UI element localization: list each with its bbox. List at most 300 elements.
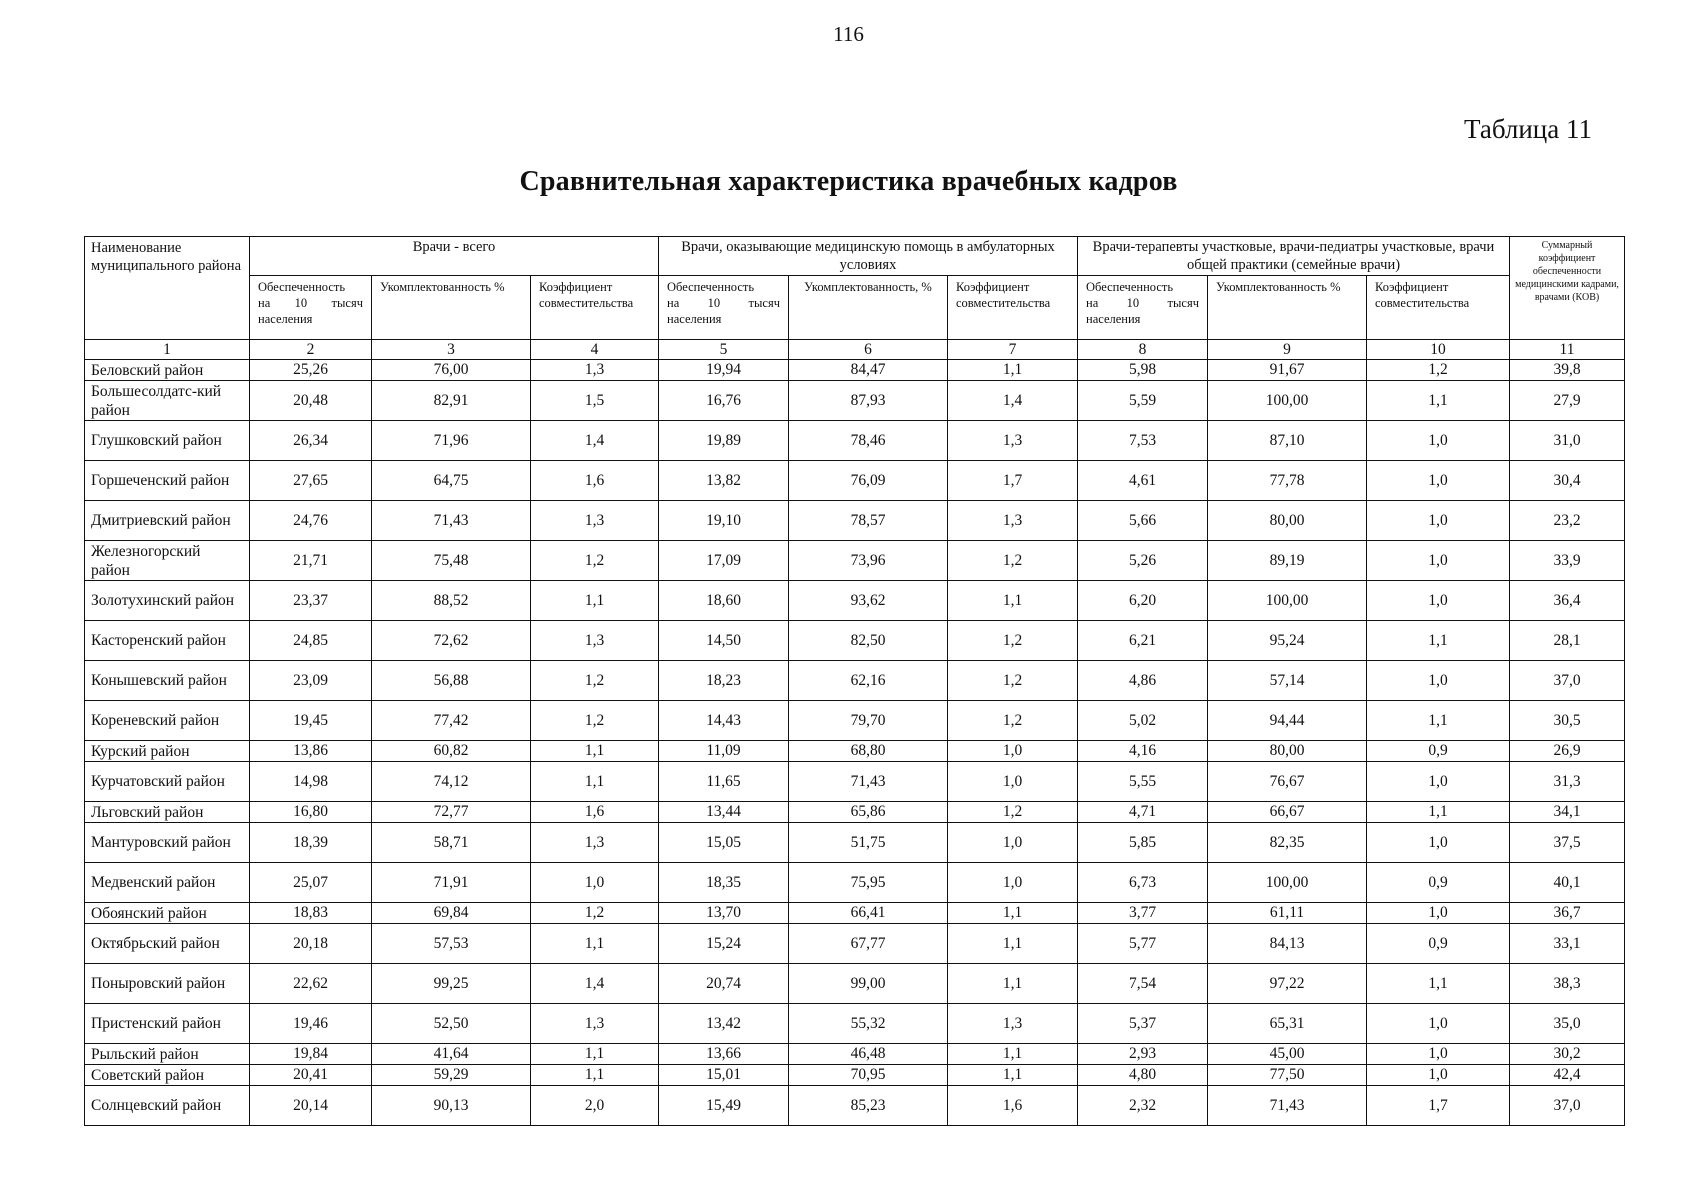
table-cell: 30,2 [1510,1044,1625,1065]
district-name: Октябрьский район [85,924,250,964]
table-cell: 65,31 [1208,1004,1367,1044]
table-cell: 19,89 [659,421,789,461]
table-cell: 23,37 [250,581,372,621]
table-cell: 1,0 [1367,823,1510,863]
table-cell: 3,77 [1078,903,1208,924]
table-cell: 100,00 [1208,581,1367,621]
table-cell: 21,71 [250,541,372,581]
table-cell: 1,2 [948,802,1078,823]
table-cell: 75,48 [372,541,531,581]
table-cell: 1,0 [1367,661,1510,701]
table-cell: 5,59 [1078,381,1208,421]
table-cell: 11,09 [659,741,789,762]
table-row [85,1004,1625,1044]
subheader-staffing: Укомплектованность % [372,276,531,340]
table-cell: 55,32 [789,1004,948,1044]
table-cell: 1,2 [531,661,659,701]
column-number: 7 [948,340,1078,360]
header-column-numbers-row [85,340,1625,360]
header-group-district-doctors: Врачи-терапевты участковые, врачи-педиатры участковые, врачи общей практики (семейные врачи) [1078,237,1510,276]
table-cell: 1,0 [1367,762,1510,802]
table-cell: 1,0 [1367,1004,1510,1044]
table-cell: 1,7 [948,461,1078,501]
district-name: Железногорский район [85,541,250,581]
table-cell: 20,18 [250,924,372,964]
table-cell: 1,1 [1367,381,1510,421]
subheader-provision-line: населения [258,312,313,326]
table-cell: 0,9 [1367,863,1510,903]
table-cell: 14,43 [659,701,789,741]
table-cell: 20,41 [250,1065,372,1086]
district-name: Курчатовский район [85,762,250,802]
table-cell: 75,95 [789,863,948,903]
table-cell: 18,39 [250,823,372,863]
table-cell: 37,0 [1510,661,1625,701]
table-cell: 1,6 [531,802,659,823]
table-cell: 5,77 [1078,924,1208,964]
table-cell: 1,1 [1367,621,1510,661]
table-cell: 17,09 [659,541,789,581]
district-name: Пристенский район [85,1004,250,1044]
table-cell: 13,44 [659,802,789,823]
table-cell: 13,66 [659,1044,789,1065]
column-number: 2 [250,340,372,360]
table-cell: 4,86 [1078,661,1208,701]
table-cell: 1,0 [948,762,1078,802]
table-cell: 39,8 [1510,360,1625,381]
table-cell: 1,1 [531,581,659,621]
table-cell: 20,74 [659,964,789,1004]
table-cell: 18,60 [659,581,789,621]
table-cell: 1,1 [1367,964,1510,1004]
table-cell: 94,44 [1208,701,1367,741]
table-cell: 56,88 [372,661,531,701]
table-cell: 1,2 [948,621,1078,661]
table-cell: 4,71 [1078,802,1208,823]
column-number: 11 [1510,340,1625,360]
table-cell: 6,20 [1078,581,1208,621]
subheader-provision [659,276,789,340]
table-body [85,237,1625,1126]
subheader-coefficient: Коэффициент совместительства [948,276,1078,340]
table-row [85,701,1625,741]
table-cell: 42,4 [1510,1065,1625,1086]
table-cell: 5,37 [1078,1004,1208,1044]
table-cell: 1,2 [531,903,659,924]
table-cell: 67,77 [789,924,948,964]
district-name: Глушковский район [85,421,250,461]
table-cell: 35,0 [1510,1004,1625,1044]
subheader-provision-line: Обеспеченность [1086,280,1174,294]
subheader-provision-line: Обеспеченность [258,280,346,294]
table-row [85,381,1625,421]
table-cell: 1,4 [531,964,659,1004]
table-cell: 36,4 [1510,581,1625,621]
table-cell: 5,66 [1078,501,1208,541]
table-cell: 2,93 [1078,1044,1208,1065]
table-cell: 87,93 [789,381,948,421]
table-cell: 1,2 [531,701,659,741]
table-cell: 37,5 [1510,823,1625,863]
table-cell: 0,9 [1367,741,1510,762]
table-cell: 24,85 [250,621,372,661]
subheader-staffing: Укомплектованность, % [789,276,948,340]
table-cell: 16,76 [659,381,789,421]
table-row [85,661,1625,701]
table-cell: 2,0 [531,1086,659,1126]
table-cell: 31,0 [1510,421,1625,461]
table-cell: 1,1 [948,903,1078,924]
table-cell: 1,1 [1367,802,1510,823]
table-row [85,802,1625,823]
table-cell: 76,00 [372,360,531,381]
table-cell: 13,70 [659,903,789,924]
subheader-provision-line: на 10 тысяч [667,296,780,310]
table-cell: 79,70 [789,701,948,741]
table-cell: 91,67 [1208,360,1367,381]
table-cell: 20,48 [250,381,372,421]
subheader-provision [250,276,372,340]
district-name: Золотухинский район [85,581,250,621]
table-cell: 1,0 [948,741,1078,762]
table-cell: 30,5 [1510,701,1625,741]
table-cell: 69,84 [372,903,531,924]
table-cell: 18,23 [659,661,789,701]
subheader-staffing: Укомплектованность % [1208,276,1367,340]
header-total-coefficient: Суммарный коэффициент обеспеченности медицинскими кадрами, врачами (КОВ) [1510,237,1625,340]
table-cell: 71,96 [372,421,531,461]
table-cell: 87,10 [1208,421,1367,461]
table-cell: 52,50 [372,1004,531,1044]
column-number: 1 [85,340,250,360]
table-cell: 30,4 [1510,461,1625,501]
table-cell: 74,12 [372,762,531,802]
table-row [85,501,1625,541]
table-cell: 20,14 [250,1086,372,1126]
table-cell: 4,61 [1078,461,1208,501]
table-cell: 1,0 [1367,1065,1510,1086]
table-cell: 1,2 [948,541,1078,581]
table-cell: 18,35 [659,863,789,903]
table-cell: 1,3 [948,421,1078,461]
table-cell: 99,25 [372,964,531,1004]
table-cell: 51,75 [789,823,948,863]
table-cell: 1,3 [531,1004,659,1044]
table-cell: 1,5 [531,381,659,421]
table-cell: 1,0 [948,823,1078,863]
table-cell: 31,3 [1510,762,1625,802]
table-cell: 5,98 [1078,360,1208,381]
table-cell: 1,0 [1367,903,1510,924]
table-cell: 100,00 [1208,381,1367,421]
table-cell: 58,71 [372,823,531,863]
table-cell: 15,49 [659,1086,789,1126]
table-cell: 1,6 [531,461,659,501]
table-cell: 71,91 [372,863,531,903]
table-cell: 5,26 [1078,541,1208,581]
table-cell: 1,1 [531,1044,659,1065]
table-cell: 85,23 [789,1086,948,1126]
district-name: Мантуровский район [85,823,250,863]
table-cell: 14,98 [250,762,372,802]
table-cell: 6,21 [1078,621,1208,661]
table-cell: 70,95 [789,1065,948,1086]
table-cell: 1,6 [948,1086,1078,1126]
table-cell: 1,1 [531,1065,659,1086]
table-cell: 46,48 [789,1044,948,1065]
table-cell: 78,46 [789,421,948,461]
table-cell: 1,1 [531,741,659,762]
table-cell: 89,19 [1208,541,1367,581]
table-cell: 5,85 [1078,823,1208,863]
table-cell: 28,1 [1510,621,1625,661]
table-cell: 1,0 [1367,421,1510,461]
table-cell: 1,2 [1367,360,1510,381]
table-cell: 38,3 [1510,964,1625,1004]
district-name: Поныровский район [85,964,250,1004]
table-row [85,1086,1625,1126]
district-name: Рыльский район [85,1044,250,1065]
table-cell: 65,86 [789,802,948,823]
table-cell: 84,47 [789,360,948,381]
table-cell: 82,35 [1208,823,1367,863]
table-row [85,924,1625,964]
district-name: Дмитриевский район [85,501,250,541]
column-number: 6 [789,340,948,360]
table-cell: 1,0 [1367,501,1510,541]
table-cell: 18,83 [250,903,372,924]
subheader-provision-line: населения [1086,312,1141,326]
table-cell: 90,13 [372,1086,531,1126]
table-cell: 5,55 [1078,762,1208,802]
subheader-provision-line: на 10 тысяч [1086,296,1199,310]
table-row [85,421,1625,461]
table-row [85,541,1625,581]
table-cell: 72,77 [372,802,531,823]
header-group-all-doctors: Врачи - всего [250,237,659,276]
table-cell: 1,4 [948,381,1078,421]
table-row [85,823,1625,863]
table-cell: 1,1 [531,924,659,964]
table-row [85,621,1625,661]
table-cell: 5,02 [1078,701,1208,741]
table-cell: 1,2 [531,541,659,581]
column-number: 4 [531,340,659,360]
subheader-coefficient: Коэффициент совместительства [531,276,659,340]
table-cell: 7,53 [1078,421,1208,461]
table-cell: 1,1 [948,581,1078,621]
subheader-provision-line: Обеспеченность [667,280,755,294]
table-cell: 19,10 [659,501,789,541]
table-row [85,964,1625,1004]
table-cell: 22,62 [250,964,372,1004]
header-group-outpatient-doctors: Врачи, оказывающие медицинскую помощь в амбулаторных условиях [659,237,1078,276]
district-name: Горшеченский район [85,461,250,501]
column-number: 8 [1078,340,1208,360]
table-cell: 64,75 [372,461,531,501]
table-cell: 57,14 [1208,661,1367,701]
table-cell: 41,64 [372,1044,531,1065]
table-cell: 1,3 [531,823,659,863]
table-cell: 24,76 [250,501,372,541]
table-cell: 1,7 [1367,1086,1510,1126]
table-cell: 45,00 [1208,1044,1367,1065]
table-cell: 1,0 [948,863,1078,903]
table-cell: 80,00 [1208,501,1367,541]
table-cell: 37,0 [1510,1086,1625,1126]
table-cell: 1,1 [948,1065,1078,1086]
table-cell: 6,73 [1078,863,1208,903]
table-cell: 99,00 [789,964,948,1004]
table-cell: 1,3 [531,360,659,381]
district-name: Курский район [85,741,250,762]
column-number: 9 [1208,340,1367,360]
table-cell: 14,50 [659,621,789,661]
table-cell: 0,9 [1367,924,1510,964]
table-cell: 19,45 [250,701,372,741]
table-cell: 33,1 [1510,924,1625,964]
table-cell: 62,16 [789,661,948,701]
table-cell: 27,9 [1510,381,1625,421]
table-cell: 11,65 [659,762,789,802]
table-cell: 77,50 [1208,1065,1367,1086]
table-cell: 76,09 [789,461,948,501]
table-cell: 82,50 [789,621,948,661]
table-cell: 1,1 [948,1044,1078,1065]
district-name: Обоянский район [85,903,250,924]
table-row [85,360,1625,381]
table-cell: 93,62 [789,581,948,621]
table-cell: 68,80 [789,741,948,762]
district-name: Беловский район [85,360,250,381]
table-cell: 15,01 [659,1065,789,1086]
table-cell: 77,42 [372,701,531,741]
table-cell: 59,29 [372,1065,531,1086]
table-cell: 71,43 [1208,1086,1367,1126]
table-cell: 1,1 [948,924,1078,964]
table-cell: 95,24 [1208,621,1367,661]
table-row [85,741,1625,762]
table-cell: 1,3 [531,621,659,661]
table-cell: 26,9 [1510,741,1625,762]
table-cell: 1,1 [531,762,659,802]
table-cell: 71,43 [372,501,531,541]
table-cell: 72,62 [372,621,531,661]
table-cell: 1,0 [1367,1044,1510,1065]
table-cell: 26,34 [250,421,372,461]
table-row [85,461,1625,501]
table-cell: 25,07 [250,863,372,903]
table-cell: 80,00 [1208,741,1367,762]
table-cell: 97,22 [1208,964,1367,1004]
table-row [85,1044,1625,1065]
table-cell: 1,0 [531,863,659,903]
header-district-name: Наименование муниципального района [85,237,250,340]
district-name: Большесолдатс-кий район [85,381,250,421]
table-cell: 40,1 [1510,863,1625,903]
table-cell: 13,82 [659,461,789,501]
table-cell: 23,2 [1510,501,1625,541]
table-cell: 1,1 [1367,701,1510,741]
table-row [85,903,1625,924]
table-cell: 1,0 [1367,541,1510,581]
table-cell: 73,96 [789,541,948,581]
table-cell: 2,32 [1078,1086,1208,1126]
table-cell: 77,78 [1208,461,1367,501]
district-name: Касторенский район [85,621,250,661]
subheader-coefficient: Коэффициент совместительства [1367,276,1510,340]
subheader-provision-line: населения [667,312,722,326]
district-name: Медвенский район [85,863,250,903]
table-row [85,863,1625,903]
table-cell: 84,13 [1208,924,1367,964]
table-cell: 78,57 [789,501,948,541]
table-cell: 4,16 [1078,741,1208,762]
table-cell: 57,53 [372,924,531,964]
subheader-provision [1078,276,1208,340]
table-cell: 27,65 [250,461,372,501]
district-name: Кореневский район [85,701,250,741]
table-cell: 13,86 [250,741,372,762]
table-cell: 88,52 [372,581,531,621]
subheader-provision-line: на 10 тысяч [258,296,363,310]
table-cell: 66,67 [1208,802,1367,823]
table-row [85,762,1625,802]
table-cell: 1,1 [948,964,1078,1004]
table-cell: 15,24 [659,924,789,964]
column-number: 3 [372,340,531,360]
table-cell: 71,43 [789,762,948,802]
table-cell: 16,80 [250,802,372,823]
page-number: 116 [833,22,864,46]
table-cell: 1,1 [948,360,1078,381]
table-cell: 19,84 [250,1044,372,1065]
table-row [85,1065,1625,1086]
column-number: 10 [1367,340,1510,360]
table-cell: 15,05 [659,823,789,863]
table-cell: 100,00 [1208,863,1367,903]
district-name: Советский район [85,1065,250,1086]
table-cell: 36,7 [1510,903,1625,924]
table-cell: 25,26 [250,360,372,381]
district-name: Солнцевский район [85,1086,250,1126]
table-cell: 1,3 [948,1004,1078,1044]
table-cell: 19,94 [659,360,789,381]
table-cell: 1,3 [531,501,659,541]
table-cell: 33,9 [1510,541,1625,581]
table-cell: 1,0 [1367,461,1510,501]
table-cell: 1,0 [1367,581,1510,621]
table-cell: 82,91 [372,381,531,421]
district-name: Конышевский район [85,661,250,701]
table-cell: 66,41 [789,903,948,924]
table-cell: 60,82 [372,741,531,762]
table-cell: 19,46 [250,1004,372,1044]
staffing-table [84,236,1625,1126]
table-cell: 1,2 [948,661,1078,701]
table-row [85,581,1625,621]
column-number: 5 [659,340,789,360]
table-cell: 34,1 [1510,802,1625,823]
table-cell: 61,11 [1208,903,1367,924]
table-cell: 1,4 [531,421,659,461]
page-title: Сравнительная характеристика врачебных кадров [519,166,1178,197]
table-cell: 1,3 [948,501,1078,541]
header-subcolumns-row [85,276,1625,340]
district-name: Льговский район [85,802,250,823]
table-cell: 7,54 [1078,964,1208,1004]
table-cell: 4,80 [1078,1065,1208,1086]
